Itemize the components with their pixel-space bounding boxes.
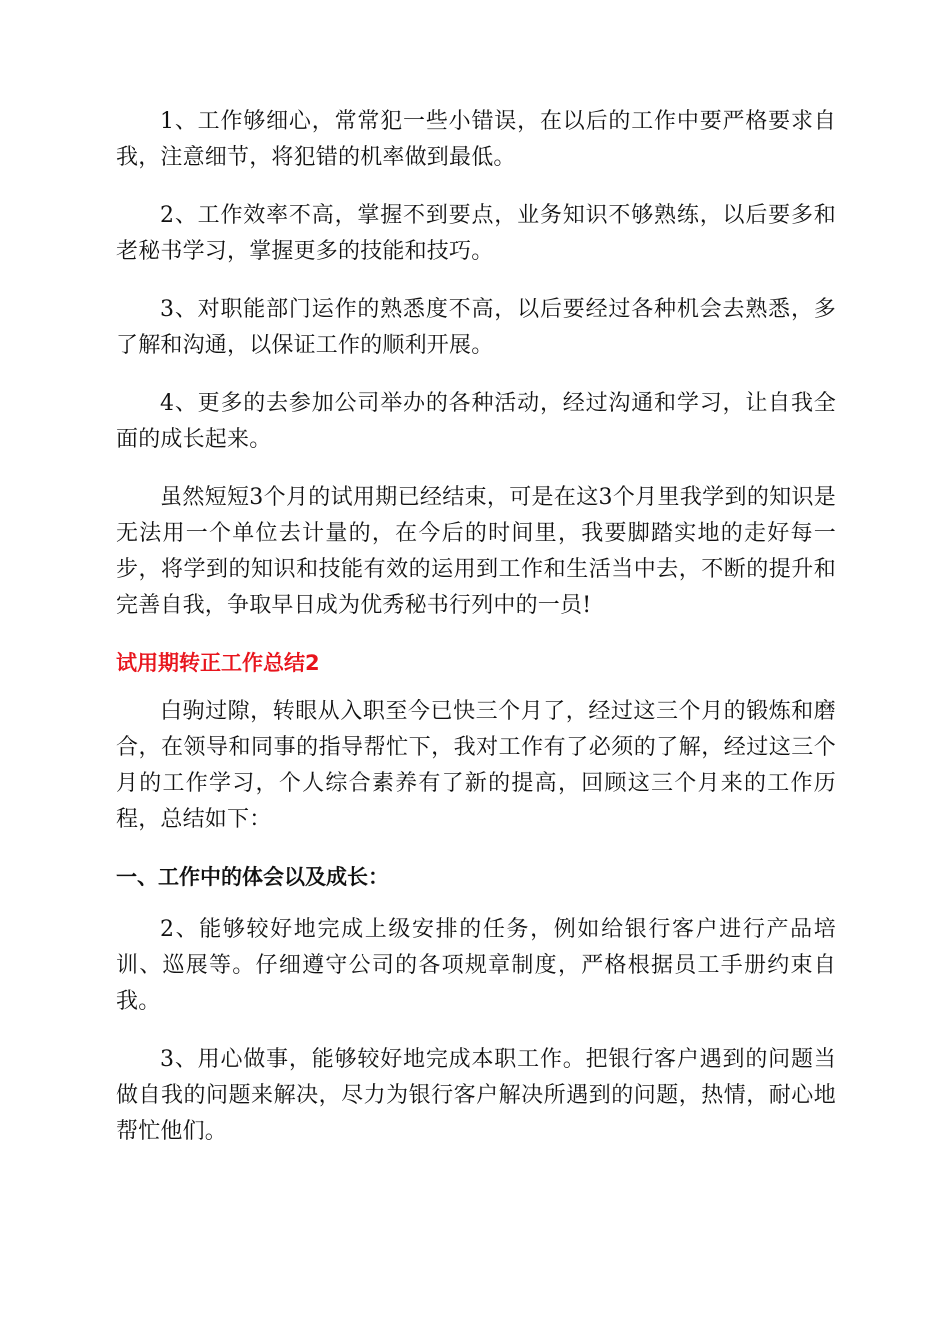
paragraph-item-1: 1、工作够细心，常常犯一些小错误，在以后的工作中要严格要求自我，注意细节，将犯错的机率做到最低。 [116, 109, 836, 170]
document-page [116, 104, 836, 1172]
paragraph-intro: 白驹过隙，转眼从入职至今已快三个月了，经过这三个月的锻炼和磨合，在领导和同事的指导帮忙下，我对工作有了必须的了解，经过这三个月的工作学习，个人综合素养有了新的提高，回顾这三个月来的工作历程，总结如下： [116, 699, 836, 832]
paragraph-conclusion: 虽然短短3个月的试用期已经结束，可是在这3个月里我学到的知识是无法用一个单位去计量的，在今后的时间里，我要脚踏实地的走好每一步，将学到的知识和技能有效的运用到工作和生活当中去，不断的提升和完善自我，争取早日成为优秀秘书行列中的一员! [116, 485, 836, 618]
section-title: 试用期转正工作总结2 [116, 651, 320, 675]
paragraph-item-b2: 2、能够较好地完成上级安排的任务，例如给银行客户进行产品培训、巡展等。仔细遵守公司的各项规章制度，严格根据员工手册约束自我。 [116, 917, 836, 1014]
paragraph-item-2: 2、工作效率不高，掌握不到要点，业务知识不够熟练，以后要多和老秘书学习，掌握更多的技能和技巧。 [116, 203, 836, 264]
paragraph-item-4: 4、更多的去参加公司举办的各种活动，经过沟通和学习，让自我全面的成长起来。 [116, 391, 836, 452]
paragraph-item-3: 3、对职能部门运作的熟悉度不高，以后要经过各种机会去熟悉，多了解和沟通，以保证工作的顺利开展。 [116, 297, 836, 358]
paragraph-item-b3: 3、用心做事，能够较好地完成本职工作。把银行客户遇到的问题当做自我的问题来解决，尽力为银行客户解决所遇到的问题，热情，耐心地帮忙他们。 [116, 1047, 836, 1144]
subheading: 一、工作中的体会以及成长： [116, 865, 389, 889]
